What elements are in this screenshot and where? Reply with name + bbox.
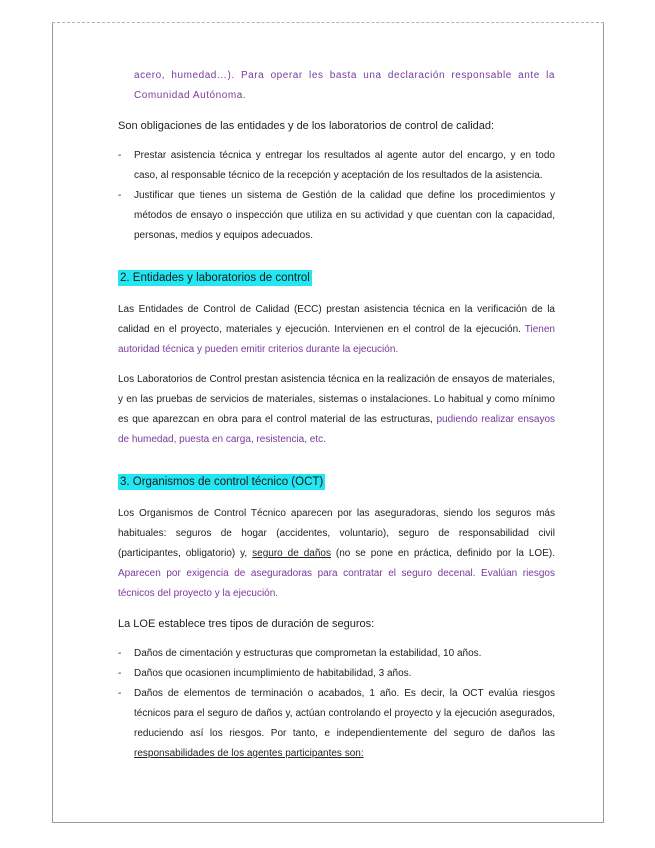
document-body xyxy=(118,66,555,764)
list-item: - Prestar asistencia técnica y entregar los resultados al agente autor del encargo, y en todo caso, al responsable técnico de la recepción y aceptación de los resultados de la asistencia. xyxy=(118,146,555,186)
list-item: - Justificar que tienes un sistema de Gestión de la calidad que define los procedimientos y métodos de ensayo o inspección que utiliza en su actividad y que cuentan con la capacidad, personas, medios y equipos adecuados. xyxy=(118,186,555,246)
highlighted-text: pudiendo realizar ensayos de humedad, puesta en carga, resistencia, etc. xyxy=(118,414,555,445)
paragraph-text: Las Entidades de Control de Calidad (ECC) prestan asistencia técnica en la verificación de la calidad en el proyecto, materiales y ejecución. Intervienen en el control de la ejecución. xyxy=(118,304,555,335)
section-3-paragraph-1 xyxy=(118,504,555,604)
section-2-paragraph-2 xyxy=(118,370,555,450)
section-3-heading-wrap xyxy=(118,472,555,490)
list-item-text: Daños de elementos de terminación o acabados, 1 año. Es decir, la OCT evalúa riesgos técnicos para el seguro de daños y, actúan controlando el proyecto y la ejecución asegurados, reduciendo así los riesgos. Por tanto, e independientemente del seguro de daños las xyxy=(134,688,555,739)
continuation-text: acero, humedad…). Para operar les basta una declaración responsable ante la Comunidad Autónoma. xyxy=(134,70,555,101)
section-3-heading: 3. Organismos de control técnico (OCT) xyxy=(120,476,324,488)
list-item: - Daños de cimentación y estructuras que comprometan la estabilidad, 10 años. xyxy=(118,644,555,664)
insurance-list xyxy=(118,644,555,764)
highlighted-text: Tienen autoridad técnica y pueden emitir criterios durante la ejecución. xyxy=(118,324,555,355)
obligations-list xyxy=(118,146,555,246)
section-2-heading: 2. Entidades y laboratorios de control xyxy=(120,272,310,284)
underlined-term: responsabilidades de los agentes participantes son: xyxy=(134,748,364,759)
obligations-intro: Son obligaciones de las entidades y de los laboratorios de control de calidad: xyxy=(118,120,495,132)
paragraph-text: Los Laboratorios de Control prestan asistencia técnica en la realización de ensayos de materiales, y en las pruebas de servicios de materiales, sistemas o instalaciones. Lo habitual y como mínimo es que aparezcan en obra para el control material de las estructuras, xyxy=(118,374,555,425)
paragraph-text: Los Organismos de Control Técnico aparecen por las aseguradoras, siendo los seguros más habituales: seguros de hogar (accidentes, voluntario), seguro de responsabilidad civil (participantes, obligatorio) y, xyxy=(118,508,555,559)
list-item: - Daños que ocasionen incumplimiento de habitabilidad, 3 años. xyxy=(118,664,555,684)
underlined-term: seguro de daños xyxy=(252,548,331,559)
section-2-heading-wrap xyxy=(118,268,555,286)
list-item xyxy=(118,684,555,764)
section-2-paragraph-1 xyxy=(118,300,555,360)
paragraph-text: (no se pone en práctica, definido por la LOE). xyxy=(330,548,555,559)
highlighted-text: Aparecen por exigencia de aseguradoras para contratar el seguro decenal. Evalúan riesgos técnicos del proyecto y la ejecución. xyxy=(118,568,555,599)
insurance-intro: La LOE establece tres tipos de duración de seguros: xyxy=(118,618,375,630)
